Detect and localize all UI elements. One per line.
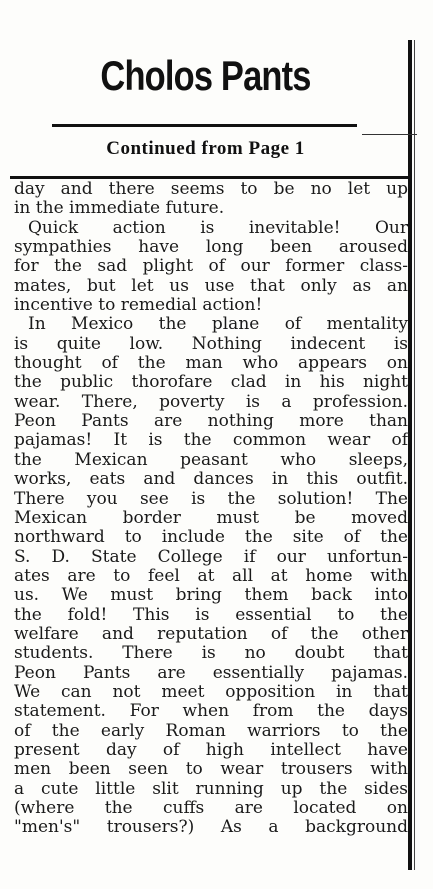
article-line: "men's" trousers?) As a background — [14, 817, 408, 838]
column-rule — [408, 40, 412, 870]
article-line: sympathies have long been aroused — [14, 237, 408, 258]
article-line: wear. There, poverty is a profession. — [14, 391, 408, 412]
article-line: men been seen to wear trousers with — [14, 759, 408, 780]
article-line: works, eats and dances in this outfit. — [14, 469, 408, 490]
article-line: ates are to feel at all at home with — [14, 565, 408, 586]
article-line: the Mexican peasant who sleeps, — [14, 449, 408, 470]
article-line: Mexican border must be moved — [14, 507, 408, 528]
article-line: thought of the man who appears on — [14, 353, 408, 374]
article-line: a cute little slit running up the sides — [14, 778, 408, 799]
column-rule-thin — [414, 40, 415, 870]
article-line: is quite low. Nothing indecent is — [14, 333, 408, 354]
article-line: present day of high intellect have — [14, 739, 408, 760]
article-line: In Mexico the plane of mentality — [28, 314, 408, 335]
article-line: pajamas! It is the common wear of — [14, 430, 408, 451]
article-line: day and there seems to be no let up — [14, 179, 408, 199]
article-line: statement. For when from the days — [14, 701, 408, 722]
article-line: incentive to remedial action! — [14, 295, 263, 316]
article-line: us. We must bring them back into — [14, 585, 408, 606]
article-line: northward to include the site of the — [14, 527, 408, 548]
article-line: in the immediate future. — [14, 198, 225, 219]
headline-rule — [52, 124, 357, 127]
article-line: of the early Roman warriors to the — [14, 720, 408, 741]
article-line: We can not meet opposition in that — [14, 681, 408, 702]
article-body — [14, 180, 408, 838]
article-line: mates, but let us use that only as an — [14, 275, 408, 296]
article-line: for the sad plight of our former class- — [14, 256, 408, 277]
article-line: There you see is the solution! The — [14, 488, 408, 509]
article-line: S. D. State College if our unfortun- — [14, 546, 408, 567]
article-line: welfare and reputation of the other — [14, 623, 408, 644]
article-line: students. There is no doubt that — [14, 643, 408, 664]
continued-line: Continued from Page 1 — [106, 138, 305, 159]
article-line: the public thorofare clad in his night — [14, 372, 408, 393]
article-line: Peon Pants are nothing more than — [14, 411, 408, 432]
article-line: Quick action is inevitable! Our — [28, 217, 408, 238]
article-line: Peon Pants are essentially pajamas. — [14, 662, 408, 683]
headline: Cholos Pants — [100, 52, 311, 99]
article-line: (where the cuffs are located on — [14, 798, 408, 818]
article-line: the fold! This is essential to the — [14, 604, 408, 625]
side-rule — [362, 134, 417, 135]
